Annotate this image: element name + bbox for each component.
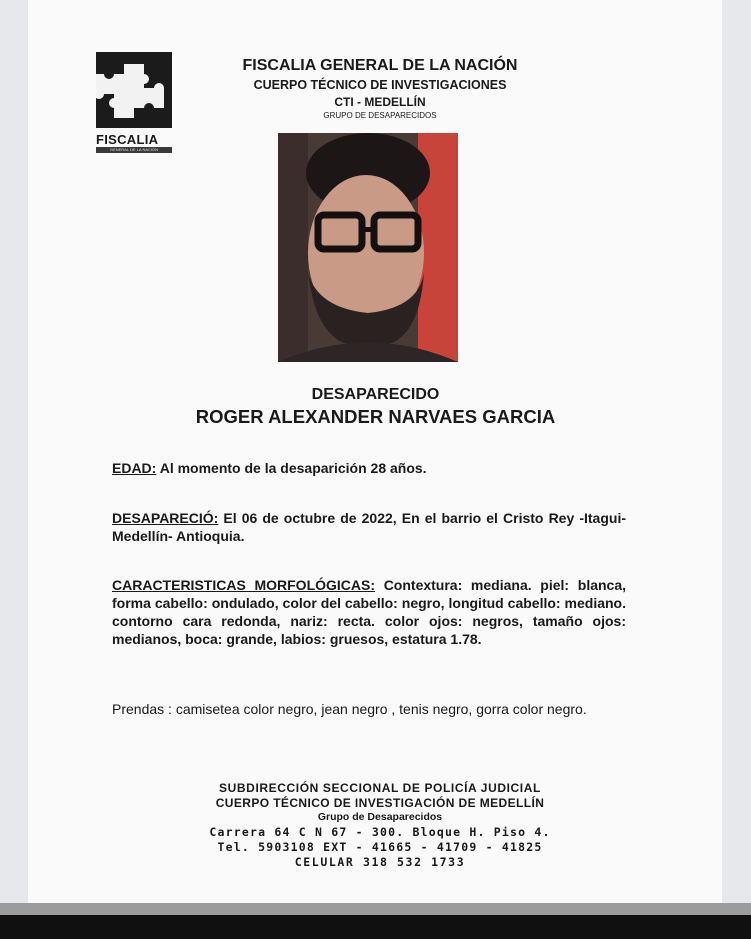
disappeared-label: DESAPARECIÓ:: [112, 510, 219, 526]
footer-group: Grupo de Desaparecidos: [317, 811, 443, 823]
fiscalia-logo: [96, 52, 172, 153]
header-department: CUERPO TÉCNICO DE INVESTIGACIONES: [253, 78, 507, 92]
header-group: GRUPO DE DESAPARECIDOS: [323, 111, 437, 120]
header-city: CTI - MEDELLÍN: [334, 95, 426, 109]
age-paragraph: [112, 459, 626, 477]
disappeared-paragraph: [112, 509, 626, 545]
person-photo: [278, 133, 458, 362]
footer-subdirection: SUBDIRECCIÓN SECCIONAL DE POLICÍA JUDICIAL: [219, 781, 541, 795]
clothing-paragraph: Prendas : camisetea color negro, jean negro , tenis negro, gorra color negro.: [112, 701, 587, 717]
features-label: CARACTERISTICAS MORFOLÓGICAS:: [112, 577, 376, 593]
age-label: EDAD:: [112, 460, 157, 476]
footer-department: CUERPO TÉCNICO DE INVESTIGACIÓN DE MEDELLÍN: [215, 796, 545, 810]
status-title: DESAPARECIDO: [311, 386, 440, 403]
logo-sublabel: GENERAL DE LA NACIÓN: [96, 147, 172, 153]
features-paragraph: [112, 576, 626, 648]
puzzle-piece-icon: [96, 52, 172, 128]
bottom-strip: [0, 903, 751, 915]
footer-cellphone: CELULAR 318 532 1733: [294, 855, 466, 869]
age-value: Al momento de la desaparición 28 años.: [156, 460, 427, 476]
disappeared-value: El 06 de octubre de 2022, En el barrio el Cristo Rey -Itagui- Medellín- Antioquia.: [112, 510, 626, 544]
logo-label: FISCALIA: [96, 132, 159, 147]
footer-address: Carrera 64 C N 67 - 300. Bloque H. Piso 4.: [209, 825, 551, 839]
header-institution: FISCALIA GENERAL DE LA NACIÓN: [242, 57, 518, 74]
footer-phone: Tel. 5903108 EXT - 41665 - 41709 - 41825: [217, 840, 543, 854]
features-value: Contextura: mediana. piel: blanca, forma cabello: ondulado, color del cabello: negro, longitud cabello: mediano. contorno cara redonda, nariz: recta. color ojos: negros, tamaño ojos: medianos, boca: grande, labios: gruesos, estatura 1.78.: [112, 577, 627, 647]
person-name: ROGER ALEXANDER NARVAES GARCIA: [195, 406, 556, 427]
